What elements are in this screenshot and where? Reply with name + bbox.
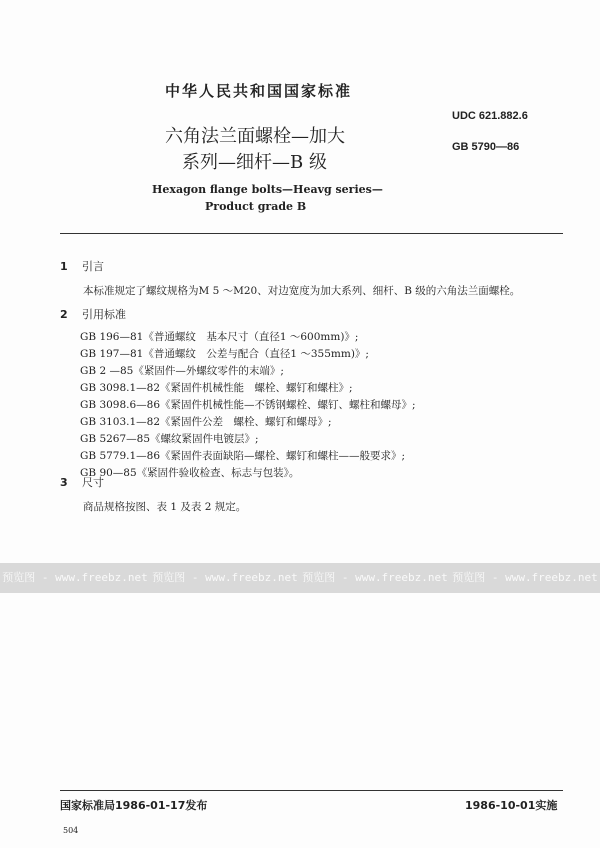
section-body: 本标准规定了螺纹规格为M 5 ～M20、对边宽度为加大系列、细杆、B 级的六角法兰面螺栓。	[83, 285, 521, 297]
effective-date: 1986-10-01实施	[465, 799, 558, 812]
reference-item: GB 2 —85《紧固件—外螺纹零件的末端》;	[80, 365, 284, 377]
divider	[60, 233, 563, 234]
title-en: Hexagon flange bolts—Heavg series—	[152, 183, 383, 196]
section-heading: 2 引用标准	[60, 308, 126, 321]
title-cn: 六角法兰面螺栓—加大	[165, 126, 345, 147]
title-en-line2: Product grade B	[205, 200, 307, 213]
section-body: 商品规格按图、表 1 及表 2 规定。	[83, 501, 247, 513]
footer-divider	[60, 790, 563, 791]
reference-item: GB 197—81《普通螺纹 公差与配合（直径1 ～355mm)》;	[80, 348, 369, 360]
title-cn-line2: 系列—细杆—B 级	[182, 152, 327, 173]
section-heading: 3 尺寸	[60, 476, 104, 489]
watermark-text: 预览图 - www.freebz.net	[152, 571, 298, 584]
udc-code: UDC 621.882.6	[452, 110, 528, 122]
reference-item: GB 5267—85《螺纹紧固件电镀层》;	[80, 433, 259, 445]
reference-item: GB 3098.1—82《紧固件机械性能 螺栓、螺钉和螺柱》;	[80, 382, 353, 394]
watermark-text: 预览图 - www.freebz.net	[452, 571, 598, 584]
standard-number: GB 5790—86	[452, 141, 520, 153]
issuer: 中华人民共和国国家标准	[165, 82, 353, 100]
reference-item: GB 90—85《紧固件验收检查、标志与包装》。	[80, 467, 300, 479]
section-heading: 1 引言	[60, 260, 104, 273]
watermark-band	[0, 563, 600, 593]
reference-item: GB 3098.6—86《紧固件机械性能—不锈钢螺栓、螺钉、螺柱和螺母》;	[80, 399, 416, 411]
reference-item: GB 196—81《普通螺纹 基本尺寸（直径1 ～600mm)》;	[80, 331, 359, 343]
watermark-text: 预览图 - www.freebz.net	[2, 571, 148, 584]
watermark-text: 预览图 - www.freebz.net	[302, 571, 448, 584]
issue-date: 国家标准局1986-01-17发布	[60, 799, 208, 812]
reference-item: GB 3103.1—82《紧固件公差 螺栓、螺钉和螺母》;	[80, 416, 332, 428]
page-number: 504	[63, 826, 79, 835]
reference-item: GB 5779.1—86《紧固件表面缺陷—螺栓、螺钉和螺柱——般要求》;	[80, 450, 406, 462]
